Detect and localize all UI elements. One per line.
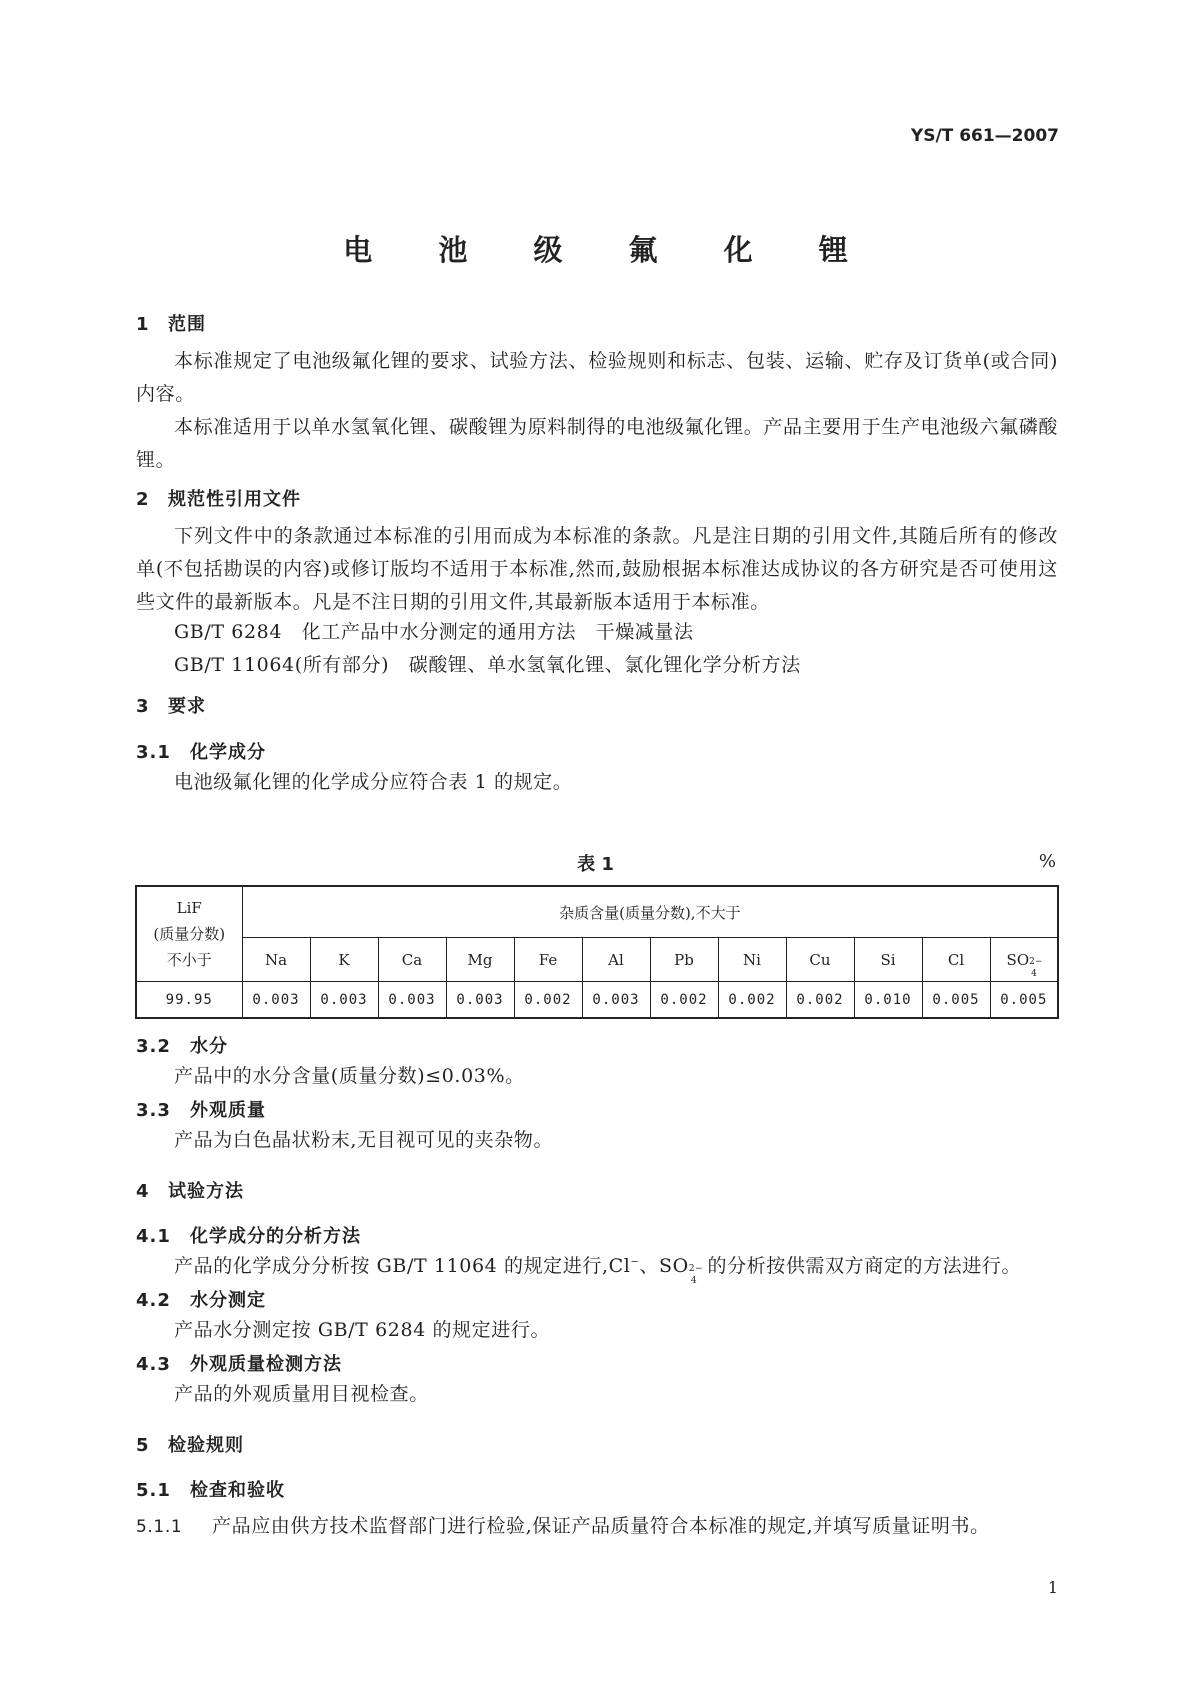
value-cell-si: 0.010 [854,982,922,1019]
value-cell-na: 0.003 [242,982,310,1019]
reference-gbt-6284: GB/T 6284 化工产品中水分测定的通用方法 干燥减量法 [174,621,694,643]
section-1-heading [136,310,206,336]
element-cell-cu: Cu [786,938,854,982]
element-cell-al: Al [582,938,650,982]
value-cell-al: 0.003 [582,982,650,1019]
so4-base: SO [1006,950,1030,969]
lif-header-line: 不小于 [166,951,212,969]
section-title: 检查和验收 [190,1480,285,1501]
value-cell-pb: 0.002 [650,982,718,1019]
lif-value-cell: 99.95 [136,982,242,1019]
section-4-2-text: 产品水分测定按 GB/T 6284 的规定进行。 [174,1319,551,1341]
lif-header-cell [136,886,242,982]
element-cell-so4 [990,938,1058,982]
so4-charge: 2− [1029,956,1043,967]
document-title: 电 池 级 氟 化 锂 [343,233,876,267]
clause-number: 5.1.1 [136,1517,183,1537]
section-title: 水分测定 [190,1290,266,1311]
table-title: 表 1 [577,854,614,875]
section-number: 3.2 [136,1036,171,1057]
section-title: 规范性引用文件 [168,489,301,510]
section-number: 3.1 [136,742,171,763]
so4-subscript: 4 [1031,968,1037,979]
section-5-1-1-text [136,1511,990,1538]
section-5-1-heading [136,1476,285,1502]
value-cell-fe: 0.002 [514,982,582,1019]
section-title: 范围 [168,314,206,335]
section-3-1-text: 电池级氟化锂的化学成分应符合表 1 的规定。 [174,771,573,793]
section-title: 水分 [190,1036,228,1057]
section-3-3-text: 产品为白色晶状粉末,无目视可见的夹杂物。 [174,1129,554,1151]
element-header-row [136,938,1058,982]
section-4-heading [136,1177,244,1203]
value-cell-k: 0.003 [310,982,378,1019]
value-cell-so4: 0.005 [990,982,1058,1019]
text-part: 产品的化学成分分析按 GB/T 11064 的规定进行,Cl [174,1255,631,1277]
element-cell-cl: Cl [922,938,990,982]
section-4-2-heading [136,1286,266,1312]
section-2-paragraph-1: 下列文件中的条款通过本标准的引用而成为本标准的条款。凡是注日期的引用文件,其随后所有的修改单(不包括勘误的内容)或修订版均不适用于本标准,然而,鼓励根据本标准达成协议的各方研究是否可使用这些文件的最新版本。凡是不注日期的引用文件,其最新版本适用于本标准。 [136,525,1058,613]
section-1-paragraph-1: 本标准规定了电池级氟化锂的要求、试验方法、检验规则和标志、包装、运输、贮存及订货单(或合同)内容。 [136,350,1058,405]
standard-id: YS/T 661—2007 [910,126,1059,146]
section-title: 化学成分的分析方法 [190,1226,361,1247]
value-cell-ni: 0.002 [718,982,786,1019]
section-4-3-text: 产品的外观质量用目视检查。 [174,1383,429,1405]
clause-text: 产品应由供方技术监督部门进行检验,保证产品质量符合本标准的规定,并填写质量证明书。 [212,1515,990,1537]
section-4-1-text [174,1251,1022,1286]
section-number: 4.2 [136,1290,171,1311]
section-5-heading [136,1431,244,1457]
value-cell-cl: 0.005 [922,982,990,1019]
element-cell-pb: Pb [650,938,718,982]
section-2-heading [136,485,301,511]
lif-header-line: (质量分数) [153,925,226,943]
section-title: 试验方法 [168,1181,244,1202]
table-header-row [136,886,1058,938]
section-3-2-text: 产品中的水分含量(质量分数)≤0.03%。 [174,1065,525,1087]
chemical-composition-table [135,885,1059,1019]
section-3-3-heading [136,1096,266,1122]
table-value-row [136,982,1058,1019]
section-number: 1 [136,314,150,335]
element-cell-k: K [310,938,378,982]
section-number: 3.3 [136,1100,171,1121]
section-number: 5 [136,1435,150,1456]
section-title: 要求 [168,696,206,717]
lif-header-line: LiF [176,899,202,917]
section-title: 外观质量检测方法 [190,1354,342,1375]
section-number: 3 [136,696,150,717]
element-cell-si: Si [854,938,922,982]
section-number: 4.3 [136,1354,171,1375]
section-title: 外观质量 [190,1100,266,1121]
section-title: 化学成分 [190,742,266,763]
section-number: 4.1 [136,1226,171,1247]
text-part: 的分析按供需双方商定的方法进行。 [700,1255,1022,1277]
sulfate-charge: 2− [688,1264,704,1274]
section-4-3-heading [136,1350,342,1376]
value-cell-ca: 0.003 [378,982,446,1019]
chloride-charge: − [630,1256,640,1268]
section-number: 5.1 [136,1480,171,1501]
element-cell-ca: Ca [378,938,446,982]
value-cell-mg: 0.003 [446,982,514,1019]
section-3-heading [136,692,206,718]
text-part: 、SO [639,1255,689,1277]
element-cell-mg: Mg [446,938,514,982]
impurity-header-cell: 杂质含量(质量分数),不大于 [242,886,1058,938]
page-number: 1 [1047,1578,1058,1597]
section-number: 2 [136,489,150,510]
value-cell-cu: 0.002 [786,982,854,1019]
section-4-1-heading [136,1222,361,1248]
reference-gbt-11064: GB/T 11064(所有部分) 碳酸锂、单水氢氧化锂、氯化锂化学分析方法 [174,654,801,676]
section-title: 检验规则 [168,1435,244,1456]
element-cell-na: Na [242,938,310,982]
table-unit: % [1038,851,1056,872]
element-cell-ni: Ni [718,938,786,982]
section-1-paragraph-2: 本标准适用于以单水氢氧化锂、碳酸锂为原料制得的电池级氟化锂。产品主要用于生产电池级六氟磷酸锂。 [136,416,1058,471]
sulfate-subscript: 4 [690,1276,698,1286]
element-cell-fe: Fe [514,938,582,982]
section-3-1-heading [136,738,266,764]
section-number: 4 [136,1181,150,1202]
section-3-2-heading [136,1032,228,1058]
